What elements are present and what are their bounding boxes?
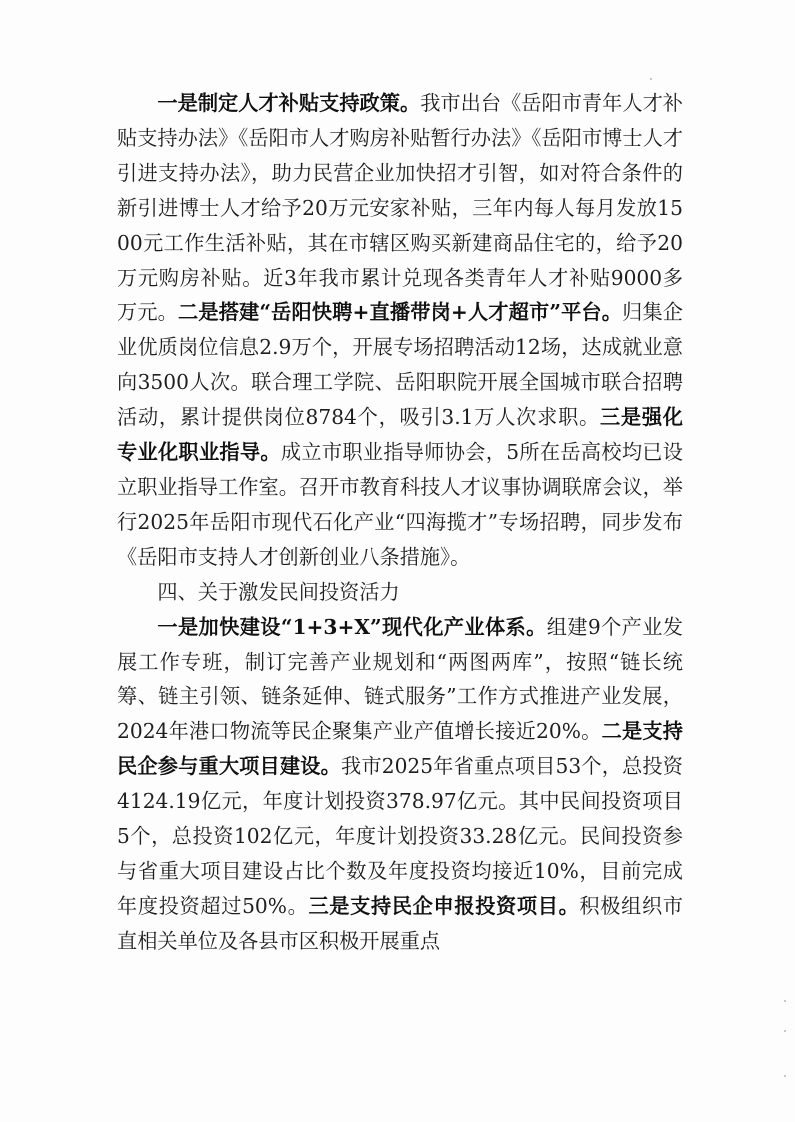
scan-speck: [784, 1000, 786, 1002]
talent-policy-paragraph: [117, 86, 683, 575]
scan-speck: [650, 78, 652, 80]
text-industry-system: 组建9个产业发展工作专班，制订完善产业规划和“两图两库”，按照“链长统筹、链主引领、链条延伸、链式服务”工作方式推进产业发展，2024年港口物流等民企聚集产业产值增长接近20%。: [117, 614, 683, 744]
lead-talent-subsidy: 一是制定人才补贴支持政策。: [157, 91, 421, 115]
text-project-application: 积极组织市直相关单位及各县市区积极开展重点: [117, 893, 683, 953]
lead-industry-system: 一是加快建设“1+3+X”现代化产业体系。: [157, 614, 547, 639]
text-recruit-platform: 归集企业优质岗位信息2.9万个，开展专场招聘活动12场，达成就业意向3500人次。联合理工学院、岳阳职院开展全国城市联合招聘活动，累计提供岗位8784个，吸引3.1万人次求职。: [117, 300, 683, 430]
text-career-guidance: 成立市职业指导师协会，5所在岳高校均已设立职业指导工作室。召开市教育科技人才议事协调联席会议，举行2025年岳阳市现代石化产业“四海揽才”专场招聘，同步发布《岳阳市支持人才创新创业八条措施》。: [117, 440, 683, 569]
scan-speck: [784, 1075, 786, 1077]
lead-major-projects: 二是支持民企参与重大项目建设。: [117, 719, 683, 779]
lead-recruit-platform: 二是搭建“岳阳快聘+直播带岗+人才超市”平台。: [178, 300, 623, 325]
text-talent-subsidy: 我市出台《岳阳市青年人才补贴支持办法》《岳阳市人才购房补贴暂行办法》《岳阳市博士人才引进支持办法》，助力民营企业加快招才引智，如对符合条件的新引进博士人才给予20万元安家补贴，三年内每人每月发放1500元工作生活补贴，其在市辖区购买新建商品住宅的，给予20万元购房补贴。近3年我市累计兑现各类青年人才补贴9000多万元。: [117, 91, 683, 325]
private-investment-paragraph: [117, 610, 683, 959]
text-major-projects: 我市2025年省重点项目53个，总投资4124.19亿元，年度计划投资378.97亿元。其中民间投资项目5个，总投资102亿元，年度计划投资33.28亿元。民间投资参与省重大项目建设占比个数及年度投资均接近10%，目前完成年度投资超过50%。: [117, 754, 683, 918]
body-text: [117, 86, 683, 959]
lead-project-application: 三是支持民企申报投资项目。: [308, 893, 580, 918]
scan-speck: [784, 1030, 786, 1032]
section-heading: 四、关于激发民间投资活力: [157, 579, 400, 604]
lead-career-guidance: 三是强化专业化职业指导。: [117, 405, 683, 465]
